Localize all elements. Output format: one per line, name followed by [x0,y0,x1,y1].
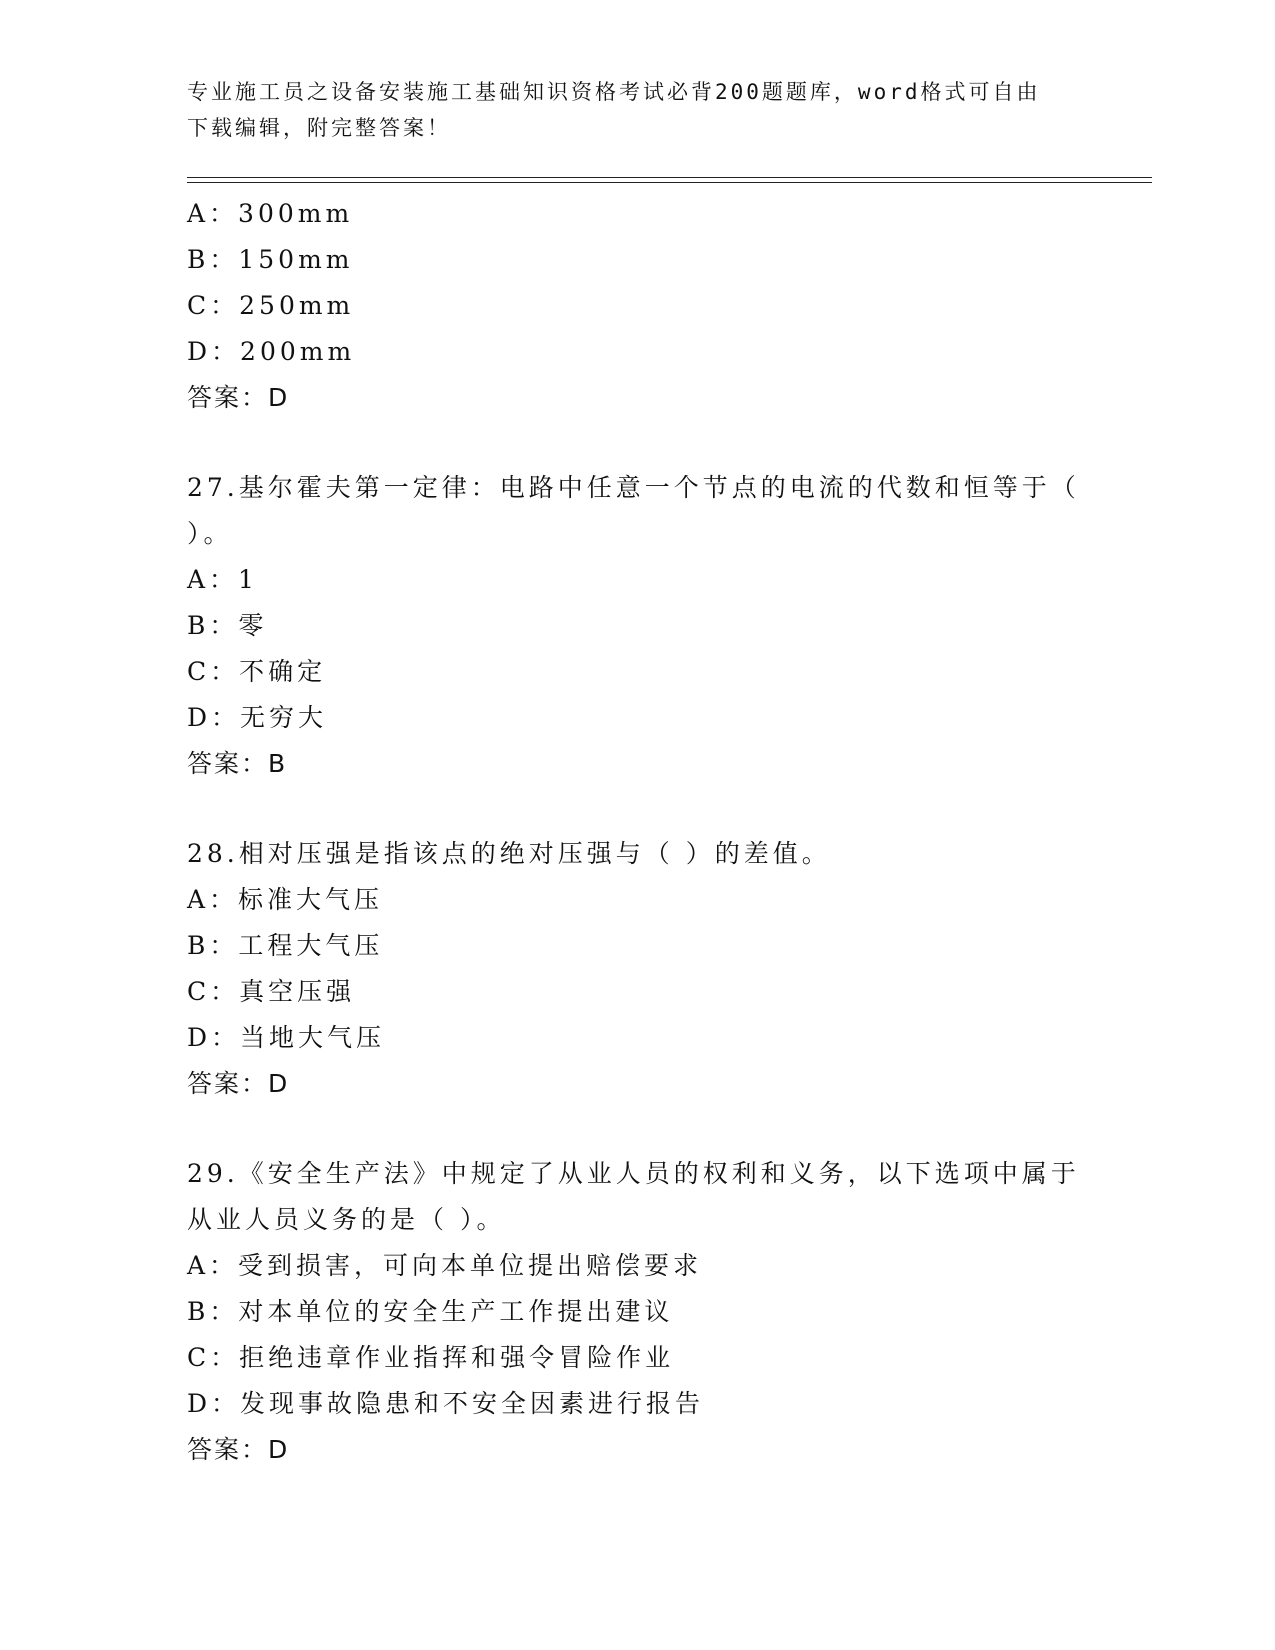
option-d: D：发现事故隐患和不安全因素进行报告 [187,1389,705,1418]
header-divider-top [187,177,1152,178]
option-b: B：对本单位的安全生产工作提出建议 [187,1297,674,1326]
option-d: D：当地大气压 [187,1023,386,1052]
question-block-27 [187,465,1087,787]
option-c: C：不确定 [187,657,327,686]
question-block-29 [187,1151,1087,1473]
document-header [187,74,1067,146]
answer-line: 答案：D [187,1069,290,1098]
question-block-28 [187,831,1087,1107]
header-divider-bottom [187,182,1152,183]
question-stem-line-2: 从业人员义务的是（ ）。 [187,1205,506,1234]
question-stem-line-1: 28.相对压强是指该点的绝对压强与（ ）的差值。 [187,839,831,868]
option-a: A：标准大气压 [187,885,384,914]
option-c: C：拒绝违章作业指挥和强令冒险作业 [187,1343,675,1372]
option-c: C：真空压强 [187,977,356,1006]
answer-line: 答案：B [187,749,288,778]
header-line-2: 下载编辑，附完整答案！ [187,116,451,140]
question-block-26 [187,191,1087,421]
header-line-1: 专业施工员之设备安装施工基础知识资格考试必背200题题库，word格式可自由 [187,80,1041,104]
question-stem-line-2: ）。 [187,519,233,548]
option-a: A：300mm [187,199,354,228]
option-c: C：250mm [187,291,355,320]
option-d: D：200mm [187,337,356,366]
question-stem-line-1: 27.基尔霍夫第一定律：电路中任意一个节点的电流的代数和恒等于（ [187,473,1080,502]
question-list [187,191,1087,1473]
answer-line: 答案：D [187,383,290,412]
answer-line: 答案：D [187,1435,290,1464]
option-a: A：1 [187,565,258,594]
option-d: D：无穷大 [187,703,328,732]
option-a: A：受到损害，可向本单位提出赔偿要求 [187,1251,703,1280]
option-b: B：零 [187,611,268,640]
option-b: B：150mm [187,245,354,274]
option-b: B：工程大气压 [187,931,384,960]
question-stem-line-1: 29.《安全生产法》中规定了从业人员的权利和义务，以下选项中属于 [187,1159,1080,1188]
